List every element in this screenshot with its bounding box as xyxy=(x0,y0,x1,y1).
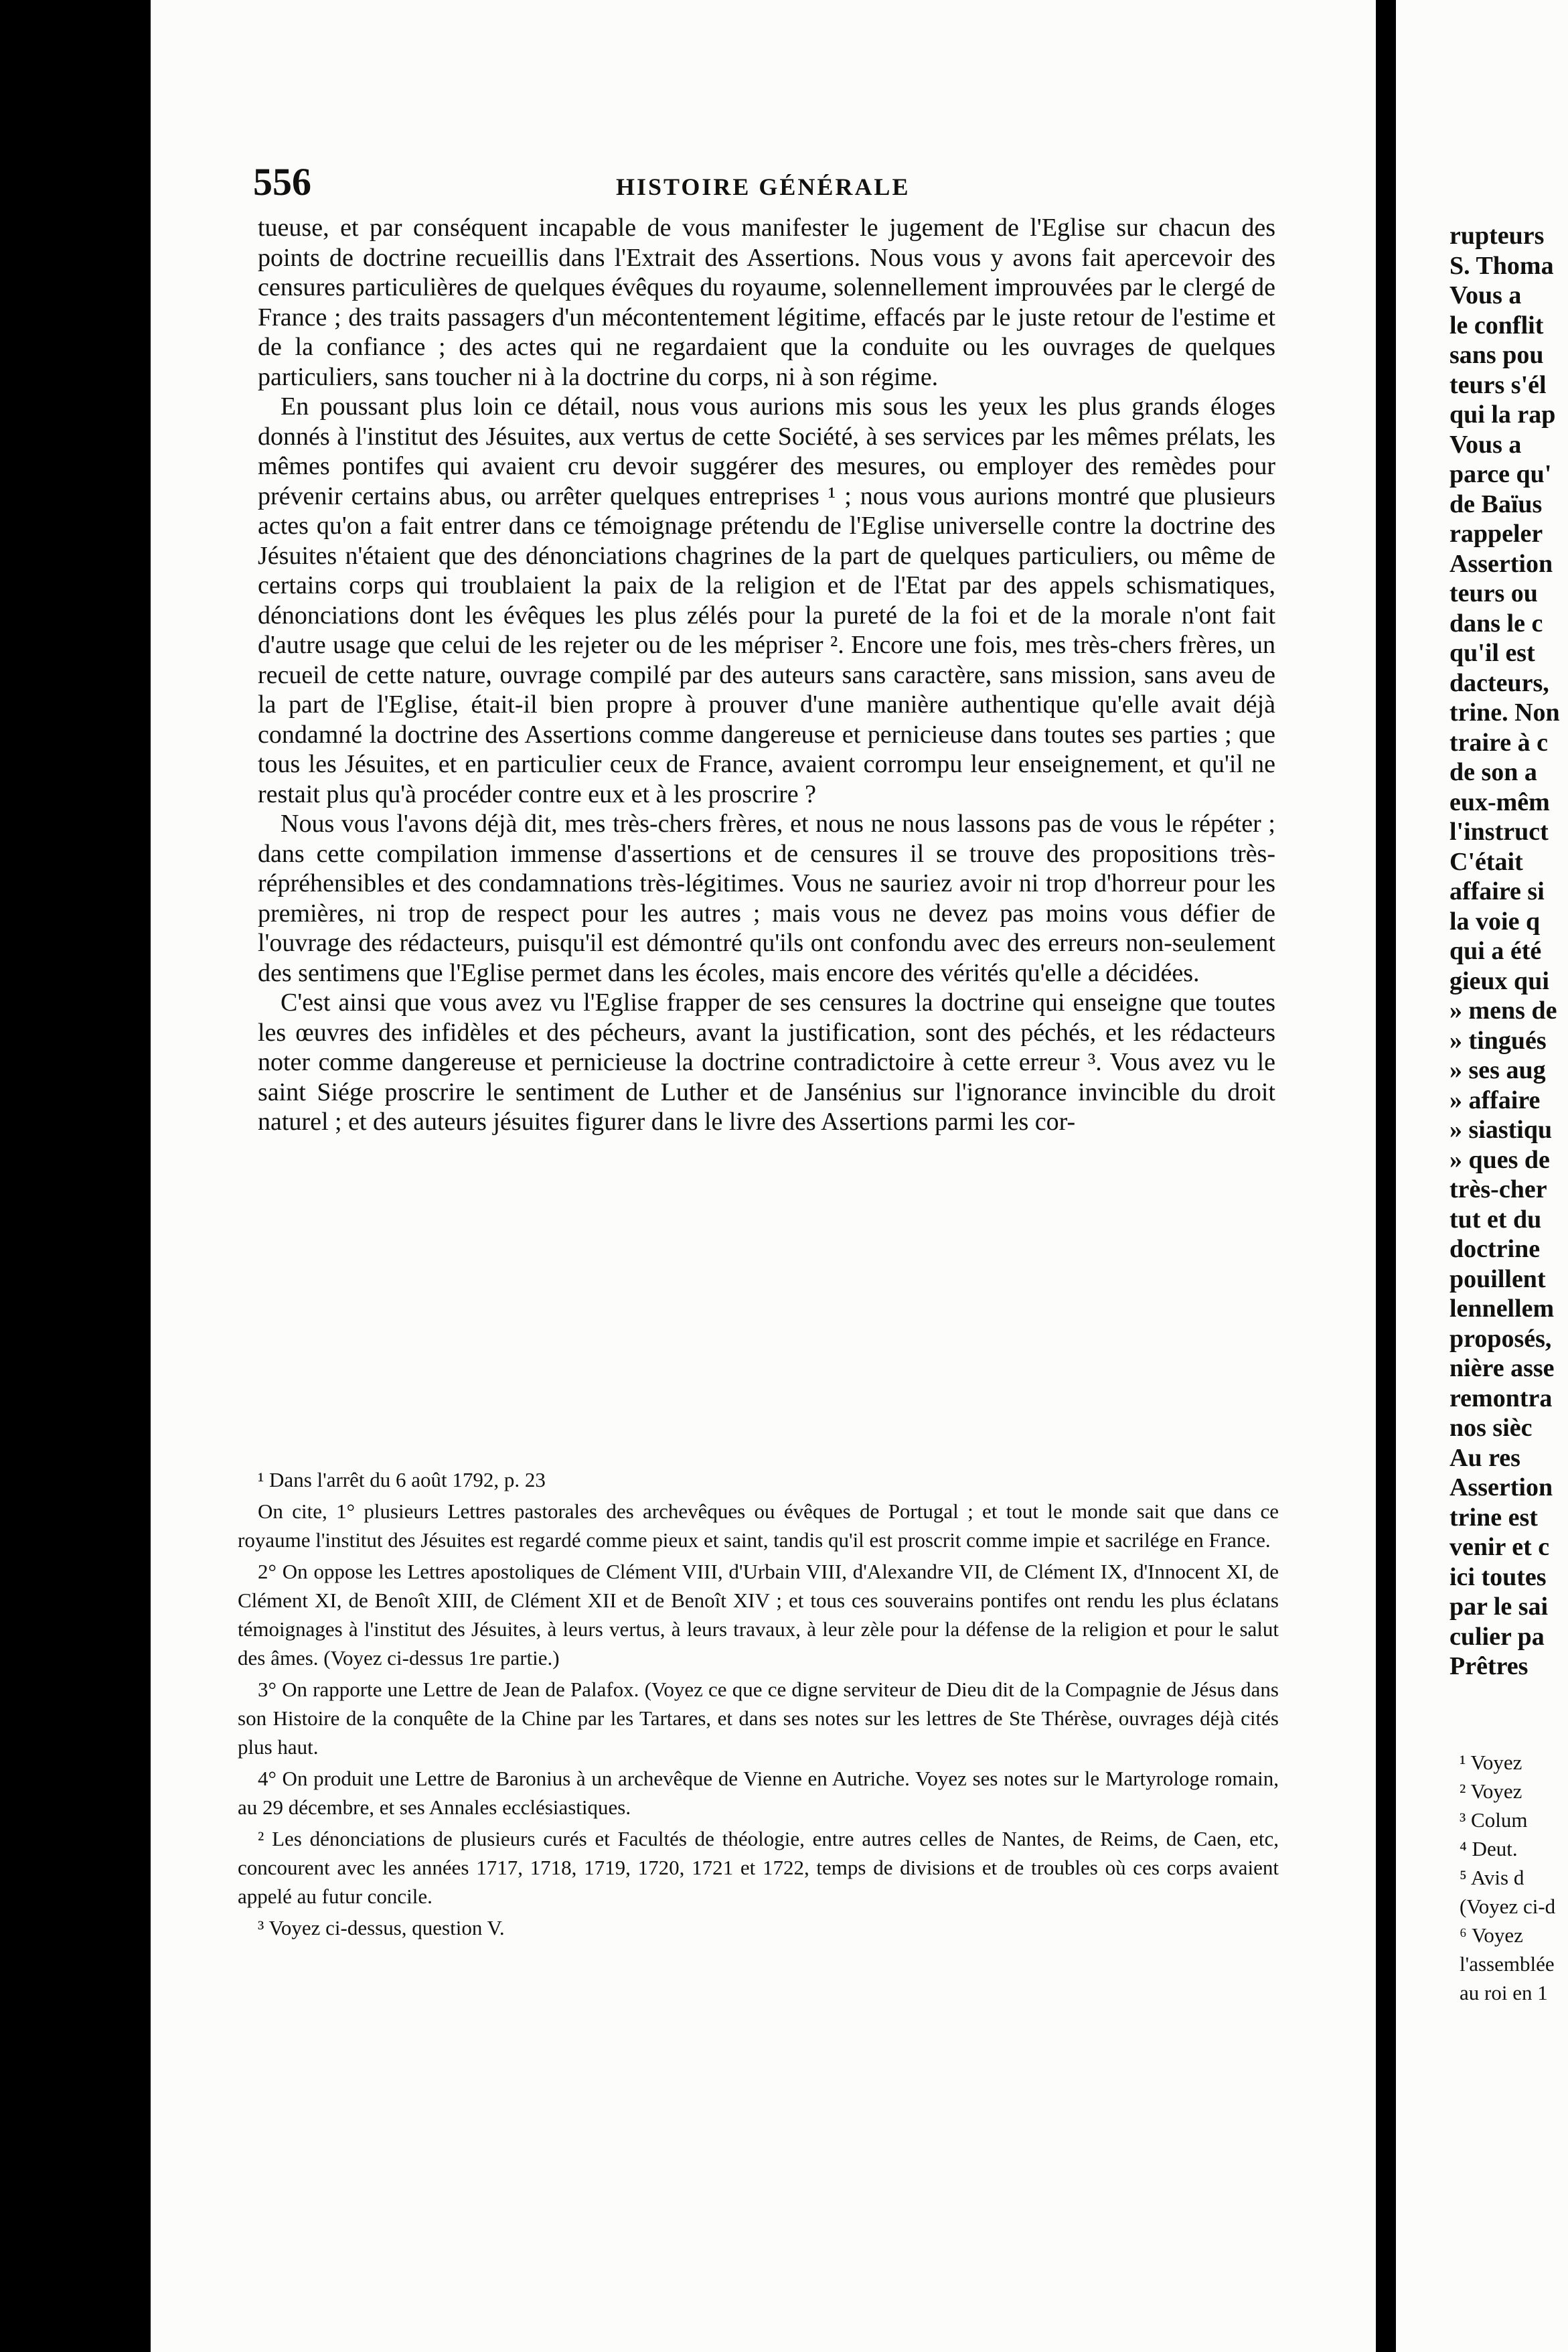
facing-page-line: » ques de xyxy=(1449,1145,1550,1174)
facing-page-line: » tingués xyxy=(1449,1026,1547,1055)
facing-page-line: qui a été xyxy=(1449,937,1542,965)
facing-page-line: lennellem xyxy=(1449,1295,1555,1323)
facing-page-line: C'était xyxy=(1449,847,1523,876)
facing-page-line: nière asse xyxy=(1449,1354,1555,1382)
facing-page-line: gieux qui xyxy=(1449,966,1549,995)
main-text xyxy=(258,213,1275,1137)
facing-page-line: Au res xyxy=(1449,1443,1520,1472)
facing-page-line: » ses aug xyxy=(1449,1056,1546,1084)
facing-page-line: nos sièc xyxy=(1449,1414,1533,1442)
facing-page-line: eux-mêm xyxy=(1449,788,1550,816)
facing-page-note: ⁶ Voyez xyxy=(1460,1923,1523,1947)
facing-page-line: Vous a xyxy=(1449,281,1522,309)
facing-page-line: ici toutes xyxy=(1449,1562,1547,1591)
facing-page-line: de Baïus xyxy=(1449,490,1543,518)
footnote: ³ Voyez ci-dessus, question V. xyxy=(258,1916,505,1939)
facing-page-note: au roi en 1 xyxy=(1460,1981,1548,2004)
footnotes xyxy=(238,1465,1279,1945)
footnote: 2° On oppose les Lettres apostoliques de Clément VIII, d'Urbain VIII, d'Alexandre VII, de Clément IX, d'Innocent XI, de Clément XI, de Benoît XIII, de Clément XII et de Benoît XIV ; et tous ces souverains pontifes ont rendu les plus éclatans témoignages à l'institut des Jésuites, à leurs vertus, à leurs travaux, à leur zèle pour la défense de la religion et pour le salut des âmes. (Voyez ci-dessus 1re partie.) xyxy=(238,1560,1279,1670)
footnote: 4° On produit une Lettre de Baronius à un archevêque de Vienne en Autriche. Voyez ses notes sur le Martyrologe romain, au 29 décembre, et ses Annales ecclésiastiques. xyxy=(238,1767,1279,1819)
facing-page-line: de son a xyxy=(1449,758,1537,786)
facing-page-notes xyxy=(1460,1748,1568,2007)
paragraph: En poussant plus loin ce détail, nous vous aurions mis sous les yeux les plus grands éloges donnés à l'institut des Jésuites, aux vertus de cette Société, à ses services par les mêmes prélats, les mêmes pontifes qui avaient cru devoir suggérer des mesures, ou employer des remèdes pour prévenir certains abus, ou arrêter quelques entreprises ¹ ; nous vous aurions montré que plusieurs actes qu'on a fait entrer dans ce témoignage prétendu de l'Eglise universelle contre la doctrine des Jésuites n'étaient que des dénonciations chagrines de la part de quelques particuliers, ou même de certains corps qui troublaient la paix de la religion et de l'Etat par des appels schismatiques, dénonciations dont les évêques les plus zélés pour la pureté de la foi et de la morale n'ont fait d'autre usage que celui de les rejeter ou de les mépriser ². Encore une fois, mes très-chers frères, un recueil de cette nature, ouvrage compilé par des auteurs sans caractère, sans mission, sans aveu de la part de l'Eglise, était-il bien propre à prouver d'une manière authentique qu'elle avait déjà condamné la doctrine des Assertions comme dangereuse et pernicieuse dans toutes ses parties ; que tous les Jésuites, et en particulier ceux de France, avaient corrompu leur enseignement, et qu'il ne restait plus qu'à procéder contre eux et à les proscrire ? xyxy=(258,392,1275,808)
paragraph: Nous vous l'avons déjà dit, mes très-chers frères, et nous ne nous lassons pas de vous le répéter ; dans cette compilation immense d'assertions et de censures il se trouve des propositions très-répréhensibles et des condamnations très-légitimes. Vous ne sauriez avoir ni trop d'horreur pour les premières, ni trop de respect pour les autres ; mais vous ne devez pas moins vous défier de l'ouvrage des rédacteurs, puisqu'il est démontré qu'ils ont confondu avec des erreurs non-seulement des sentimens que l'Eglise permet dans les écoles, mais encore des vérités qu'elle a décidées. xyxy=(258,810,1275,987)
facing-page-line: Assertion xyxy=(1449,1473,1553,1501)
facing-page-line: venir et c xyxy=(1449,1533,1550,1561)
facing-page-line: par le sai xyxy=(1449,1593,1549,1621)
facing-page-line: proposés, xyxy=(1449,1324,1552,1353)
facing-page-line: très-cher xyxy=(1449,1175,1547,1203)
facing-page-note: (Voyez ci-d xyxy=(1460,1895,1556,1918)
facing-page-line: qui la rap xyxy=(1449,400,1556,429)
facing-page-line: teurs s'él xyxy=(1449,370,1547,399)
facing-page-line: l'instruct xyxy=(1449,818,1549,846)
facing-page-line: Prêtres xyxy=(1449,1652,1528,1680)
facing-page-line: remontra xyxy=(1449,1384,1553,1412)
facing-page-line: le conflit xyxy=(1449,311,1544,340)
footnote: 3° On rapporte une Lettre de Jean de Palafox. (Voyez ce que ce digne serviteur de Dieu dit de la Compagnie de Jésus dans son Histoire de la conquête de la Chine par les Tartares, et dans ses notes sur les lettres de Ste Thérèse, ouvrages déjà cités plus haut. xyxy=(238,1678,1279,1759)
facing-page-line: S. Thoma xyxy=(1449,251,1554,280)
paragraph: tueuse, et par conséquent incapable de vous manifester le jugement de l'Eglise sur chacun des points de doctrine recueillis dans l'Extrait des Assertions. Nous vous y avons fait apercevoir des censures particulières de quelques évêques du royaume, solennellement improuvées par le clergé de France ; des traits passagers d'un mécontentement légitime, effacés par le juste retour de l'estime et de la confiance ; des actes qui ne regardaient que la conduite ou les ouvrages de quelques particuliers, sans toucher ni à la doctrine du corps, ni à son régime. xyxy=(258,214,1275,391)
facing-page-line: » siastiqu xyxy=(1449,1116,1553,1144)
facing-page-line: tut et du xyxy=(1449,1205,1542,1234)
facing-page-line: culier pa xyxy=(1449,1622,1545,1651)
facing-page-line: Assertion xyxy=(1449,549,1553,578)
facing-page-line: sans pou xyxy=(1449,341,1544,369)
facing-page-line: la voie q xyxy=(1449,907,1541,936)
facing-page-line: dacteurs, xyxy=(1449,668,1549,697)
facing-page-note: l'assemblée xyxy=(1460,1952,1555,1976)
spine-edge xyxy=(1374,0,1376,80)
paragraph: C'est ainsi que vous avez vu l'Eglise frapper de ses censures la doctrine qui enseigne que toutes les œuvres des infidèles et des pécheurs, avant la justification, sont des péchés, et les rédacteurs noter comme dangereuse et pernicieuse la doctrine contradictoire à cette erreur ³. Vous avez vu le saint Siége proscrire le sentiment de Luther et de Jansénius sur l'ignorance invincible du droit naturel ; et des auteurs jésuites figurer dans le livre des Assertions parmi les cor- xyxy=(258,988,1275,1136)
page-number: 556 xyxy=(253,160,311,204)
facing-page-line: » affaire xyxy=(1449,1086,1541,1114)
facing-page-note: ¹ Voyez xyxy=(1460,1751,1522,1774)
footnote: On cite, 1° plusieurs Lettres pastorales des archevêques ou évêques de Portugal ; et tout le monde sait que dans ce royaume l'institut des Jésuites est regardé comme pieux et saint, tandis qu'il est proscrit comme impie et sacrilége en France. xyxy=(238,1499,1279,1552)
facing-page-line: trine. Non xyxy=(1449,699,1560,727)
facing-page-text xyxy=(1449,221,1568,1682)
facing-page-note: ³ Colum xyxy=(1460,1808,1528,1832)
footnote: ¹ Dans l'arrêt du 6 août 1792, p. 23 xyxy=(258,1468,546,1491)
facing-page-line: parce qu' xyxy=(1449,460,1552,488)
facing-page-line: doctrine xyxy=(1449,1235,1541,1263)
facing-page-line: pouillent xyxy=(1449,1264,1546,1293)
facing-page-line: traire à c xyxy=(1449,728,1548,757)
facing-page-line: affaire si xyxy=(1449,877,1545,905)
facing-page-line: rupteurs xyxy=(1449,222,1545,250)
facing-page-note: ² Voyez xyxy=(1460,1779,1522,1803)
facing-page-line: trine est xyxy=(1449,1503,1538,1532)
facing-page-note: ⁴ Deut. xyxy=(1460,1837,1518,1860)
footnote: ² Les dénonciations de plusieurs curés et Facultés de théologie, entre autres celles de Nantes, de Reims, de Caen, etc, concourent avec les années 1717, 1718, 1719, 1720, 1721 et 1722, temps de divisions et de troubles où ces corps avaient appelé au futur concile. xyxy=(238,1827,1279,1908)
facing-page-line: » mens de xyxy=(1449,997,1557,1025)
facing-page-line: Vous a xyxy=(1449,430,1522,459)
running-title: HISTOIRE GÉNÉRALE xyxy=(616,173,911,200)
facing-page-line: qu'il est xyxy=(1449,639,1535,667)
facing-page-note: ⁵ Avis d xyxy=(1460,1866,1524,1889)
facing-page-line: rappeler xyxy=(1449,520,1543,548)
facing-page-line: dans le c xyxy=(1449,609,1543,638)
facing-page-line: teurs ou xyxy=(1449,579,1538,607)
